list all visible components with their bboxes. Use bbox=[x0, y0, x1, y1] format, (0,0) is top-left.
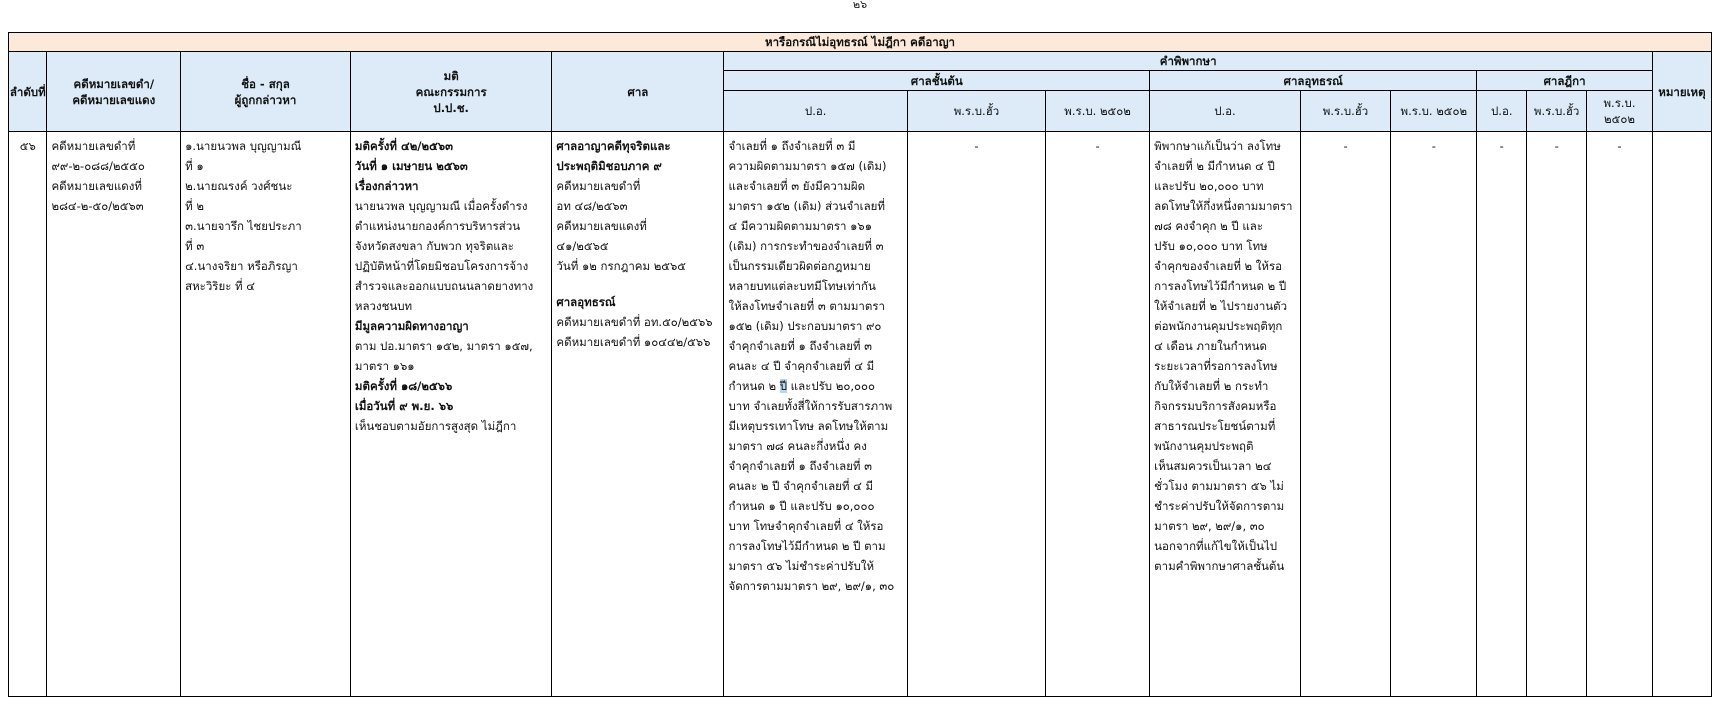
cell-supreme-pr-2502: - bbox=[1587, 132, 1653, 697]
cell-first-pr-2502: - bbox=[1046, 132, 1150, 697]
cell-supreme-pr-hua: - bbox=[1527, 132, 1587, 697]
header-appeal-pr-hua: พ.ร.บ.ฮั้ว bbox=[1300, 91, 1391, 132]
header-name: ชื่อ - สกุล ผู้ถูกกล่าวหา bbox=[181, 52, 351, 132]
table-banner: หารือกรณีไม่อุทธรณ์ ไม่ฎีกา คดีอาญา bbox=[9, 33, 1712, 52]
header-supreme-po: ป.อ. bbox=[1477, 91, 1527, 132]
table-row bbox=[9, 132, 1712, 697]
cell-first-pr-hua: - bbox=[907, 132, 1045, 697]
cell-remark bbox=[1652, 132, 1711, 697]
header-court-first: ศาลชั้นต้น bbox=[724, 71, 1150, 91]
cell-court: ศาลอาญาคดีทุจริตและ ประพฤติมิชอบภาค ๙ คดีหมายเลขดำที่ อท ๔๘/๒๕๖๓ คดีหมายเลขแดงที่ ๔๑/๒๕๖๕ วันที่ ๑๒ กรกฎาคม ๒๕๖๕ ศาลอุทธรณ์ คดีหมายเลขดำที่ อท.๕๐/๒๕๖๖ คดีหมายเลขดำที่ ๑๐๔๔๒/๕๖๖ bbox=[552, 132, 724, 697]
cell-no: ๕๖ bbox=[9, 132, 47, 697]
header-appeal-po: ป.อ. bbox=[1150, 91, 1301, 132]
page-number: ๒๖ bbox=[852, 0, 868, 11]
header-supreme-pr-hua: พ.ร.บ.ฮั้ว bbox=[1527, 91, 1587, 132]
cell-appeal-po: พิพากษาแก้เป็นว่า ลงโทษ จำเลยที่ ๒ มีกำหนด ๔ ปี และปรับ ๒๐,๐๐๐ บาท ลดโทษให้กึ่งหนึ่งตามมาตรา ๗๘ คงจำคุก ๒ ปี และ ปรับ ๑๐,๐๐๐ บาท โทษ จำคุกของจำเลยที่ ๒ ให้รอ การลงโทษไว้มีกำหนด ๒ ปี ให้จำเลยที่ ๒ ไปรายงานตัว ต่อพนักงานคุมประพฤติทุก ๔ เดือน ภายในกำหนด ระยะเวลาที่รอการลงโทษ กับให้จำเลยที่ ๒ กระทำ กิจกรรมบริการสังคมหรือ สาธารณประโยชน์ตามที่ พนักงานคุมประพฤติ เห็นสมควรเป็นเวลา ๒๔ ชั่วโมง ตามมาตรา ๕๖ ไม่ ชำระค่าปรับให้จัดการตาม มาตรา ๒๙, ๒๙/๑, ๓๐ นอกจากที่แก้ไขให้เป็นไป ตามคำพิพากษาศาลชั้นต้น bbox=[1150, 132, 1301, 697]
header-court-appeal: ศาลอุทธรณ์ bbox=[1150, 71, 1477, 91]
cell-names: ๑.นายนวพล บุญญามณี ที่ ๑ ๒.นายณรงค์ วงศ์ชนะ ที่ ๒ ๓.นายจารึก ไชยประภา ที่ ๓ ๔.นางจริยา หรือภิรญา สหะวิริยะ ที่ ๔ bbox=[181, 132, 351, 697]
header-resolution: มติ คณะกรรมการ ป.ป.ช. bbox=[350, 52, 552, 132]
header-no: ลำดับที่ bbox=[9, 52, 47, 132]
header-court: ศาล bbox=[552, 52, 724, 132]
header-appeal-pr-2502: พ.ร.บ. ๒๕๐๒ bbox=[1391, 91, 1477, 132]
header-court-supreme: ศาลฎีกา bbox=[1477, 71, 1652, 91]
header-supreme-pr-2502: พ.ร.บ. ๒๕๐๒ bbox=[1587, 91, 1653, 132]
header-case-no: คดีหมายเลขดำ/ คดีหมายเลขแดง bbox=[47, 52, 181, 132]
cell-appeal-pr-2502: - bbox=[1391, 132, 1477, 697]
header-first-po: ป.อ. bbox=[724, 91, 907, 132]
header-first-pr-2502: พ.ร.บ. ๒๕๐๒ bbox=[1046, 91, 1150, 132]
case-table bbox=[8, 32, 1712, 697]
header-judgment: คำพิพากษา bbox=[724, 52, 1652, 71]
cell-resolution: มติครั้งที่ ๔๒/๒๕๖๓ วันที่ ๑ เมษายน ๒๕๖๓ เรื่องกล่าวหา นายนวพล บุญญามณี เมื่อครั้งดำรง ตำแหน่งนายกองค์การบริหารส่วน จังหวัดสงขลา กับพวก ทุจริตและ ปฏิบัติหน้าที่โดยมิชอบโครงการจ้าง สำรวจและออกแบบถนนลาดยางทาง หลวงชนบท มีมูลความผิดทางอาญา ตาม ปอ.มาตรา ๑๕๒, มาตรา ๑๕๗, มาตรา ๑๖๑ มติครั้งที่ ๑๘/๒๕๖๖ เมื่อวันที่ ๙ พ.ย. ๖๖ เห็นชอบตามอัยการสูงสุด ไม่ฎีกา bbox=[350, 132, 552, 697]
header-first-pr-hua: พ.ร.บ.ฮั้ว bbox=[907, 91, 1045, 132]
cell-first-po: จำเลยที่ ๑ ถึงจำเลยที่ ๓ มี ความผิดตามมาตรา ๑๕๗ (เดิม) และจำเลยที่ ๓ ยังมีความผิด มาตรา ๑๕๒ (เดิม) ส่วนจำเลยที่ ๔ มีความผิดตามมาตรา ๑๖๑ (เดิม) การกระทำของจำเลยที่ ๓ เป็นกรรมเดียวผิดต่อกฎหมาย หลายบทแต่ละบทมีโทษเท่ากัน ให้ลงโทษจำเลยที่ ๓ ตามมาตรา ๑๕๒ (เดิม) ประกอบมาตรา ๙๐ จำคุกจำเลยที่ ๑ ถึงจำเลยที่ ๓ คนละ ๔ ปี จำคุกจำเลยที่ ๔ มี กำหนด ๒ ปี และปรับ ๒๐,๐๐๐ บาท จำเลยทั้งสี่ให้การรับสารภาพ มีเหตุบรรเทาโทษ ลดโทษให้ตาม มาตรา ๗๘ คนละกึ่งหนึ่ง คง จำคุกจำเลยที่ ๑ ถึงจำเลยที่ ๓ คนละ ๒ ปี จำคุกจำเลยที่ ๔ มี กำหนด ๑ ปี และปรับ ๑๐,๐๐๐ บาท โทษจำคุกจำเลยที่ ๔ ให้รอ การลงโทษไว้มีกำหนด ๒ ปี ตาม มาตรา ๕๖ ไม่ชำระค่าปรับให้ จัดการตามมาตรา ๒๙, ๒๙/๑, ๓๐ bbox=[724, 132, 907, 697]
cell-supreme-po: - bbox=[1477, 132, 1527, 697]
cell-appeal-pr-hua: - bbox=[1300, 132, 1391, 697]
cell-case-no: คดีหมายเลขดำที่ ๙๙-๒-๐๘๘/๒๕๕๐ คดีหมายเลขแดงที่ ๒๘๔-๒-๕๐/๒๕๖๓ bbox=[47, 132, 181, 697]
header-remark: หมายเหตุ bbox=[1652, 52, 1711, 132]
highlighted-text: ปี bbox=[779, 379, 788, 393]
